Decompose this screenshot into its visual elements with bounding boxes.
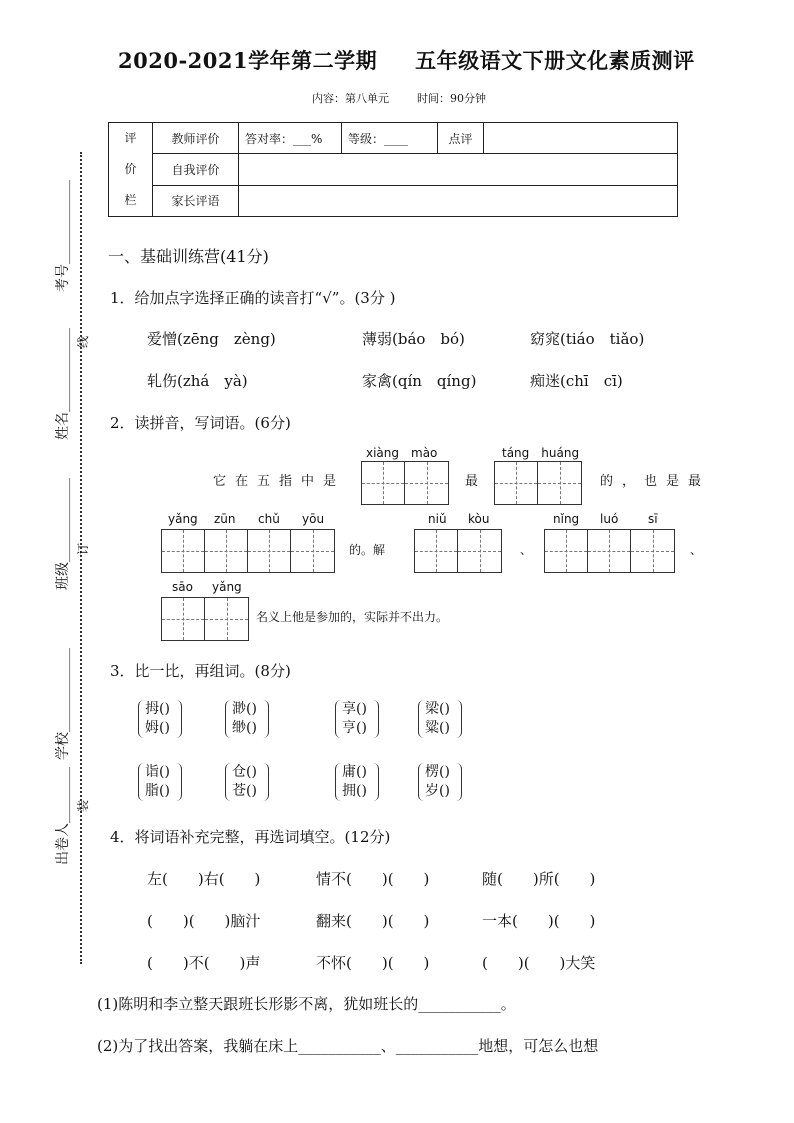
- idiom-blank[interactable]: 不怀( )( ): [316, 954, 430, 972]
- brace-right: [456, 700, 462, 738]
- compare-pair[interactable]: [425, 700, 450, 738]
- idiom-blank[interactable]: ( )( )脑汁: [147, 912, 261, 930]
- compare-word[interactable]: 庸(): [342, 764, 367, 780]
- fill-sentence-2[interactable]: (2)为了找出答案，我躺在床上___________、___________地想，可怎么也想: [97, 1037, 599, 1055]
- teacher-eval-label: 教师评价: [153, 123, 239, 154]
- compare-word[interactable]: 诣(): [145, 764, 170, 780]
- content-label: 内容：第八单元: [312, 92, 389, 105]
- compare-word[interactable]: 姆(): [145, 720, 170, 736]
- compare-word[interactable]: 渺(): [232, 701, 257, 717]
- q2-text: 最: [465, 474, 488, 489]
- parent-comment-field[interactable]: [239, 185, 678, 216]
- q1-prompt: 1．给加点字选择正确的读音打“√”。(3分 ): [110, 289, 396, 307]
- evaluation-table: [108, 122, 678, 217]
- pinyin-label: táng huáng: [502, 446, 580, 460]
- brace-right: [373, 763, 379, 801]
- idiom-blank[interactable]: ( )( )大笑: [482, 954, 596, 972]
- pinyin-label: zūn: [214, 512, 236, 526]
- brace-right: [176, 763, 182, 801]
- idiom-blank[interactable]: 一本( )( ): [482, 912, 596, 930]
- idiom-blank[interactable]: 左( )右( ): [147, 870, 261, 888]
- q4-prompt: 4．将词语补充完整，再选词填空。(12分): [110, 828, 391, 846]
- side-mark-ding: 订: [76, 542, 90, 555]
- compare-pair[interactable]: [425, 763, 450, 801]
- compare-pair[interactable]: [342, 700, 367, 738]
- time-label: 时间：90分钟: [417, 92, 486, 105]
- compare-word[interactable]: 享(): [342, 701, 367, 717]
- q2-text: 名义上他是参加的，实际并不出力。: [256, 610, 449, 624]
- brace-left: [138, 763, 144, 801]
- side-mark-xian: 线: [76, 335, 90, 348]
- tianzige-box[interactable]: [161, 597, 249, 641]
- fill-sentence-1[interactable]: (1)陈明和李立整天跟班长形影不离，犹如班长的___________。: [97, 995, 516, 1013]
- compare-pair[interactable]: [342, 763, 367, 801]
- brace-right: [373, 700, 379, 738]
- pinyin-label: chǔ: [258, 512, 280, 526]
- compare-word[interactable]: 粱(): [425, 720, 450, 736]
- q2-text: 、: [520, 543, 533, 557]
- binding-line: [80, 152, 82, 964]
- brace-right: [263, 700, 269, 738]
- q2-prompt: 2．读拼音，写词语。(6分): [110, 414, 291, 432]
- pinyin-label: luó: [600, 512, 619, 526]
- compare-pair[interactable]: [232, 763, 257, 801]
- q1-item[interactable]: 轧伤(zhá yà): [147, 372, 248, 390]
- compare-word[interactable]: 仓(): [232, 764, 257, 780]
- side-mark-zhuang: 装: [76, 799, 90, 812]
- eval-column-label: 评 价 栏: [109, 123, 153, 217]
- side-school: 学校____________: [55, 648, 71, 760]
- compare-pair[interactable]: [232, 700, 257, 738]
- q2-text: 、: [690, 543, 703, 557]
- compare-word[interactable]: 拥(): [342, 783, 367, 799]
- brace-right: [263, 763, 269, 801]
- brace-left: [418, 700, 424, 738]
- compare-word[interactable]: 楞(): [425, 764, 450, 780]
- title-term: 2020-2021学年第二学期: [118, 48, 378, 73]
- brace-left: [335, 700, 341, 738]
- pinyin-label: xiàng mào: [366, 446, 438, 460]
- compare-word[interactable]: 苍(): [232, 783, 257, 799]
- pinyin-label: kòu: [468, 512, 490, 526]
- brace-left: [418, 763, 424, 801]
- compare-pair[interactable]: [145, 700, 170, 738]
- comment-label: 点评: [438, 123, 484, 154]
- comment-field[interactable]: [484, 123, 678, 154]
- pinyin-label: yōu: [302, 512, 325, 526]
- q2-text: 的。解: [349, 543, 386, 557]
- q3-prompt: 3．比一比，再组词。(8分): [110, 662, 291, 680]
- pinyin-label: sī: [648, 512, 658, 526]
- subtitle: [312, 90, 486, 106]
- tianzige-box[interactable]: [161, 529, 335, 573]
- compare-word[interactable]: 梁(): [425, 701, 450, 717]
- idiom-blank[interactable]: 翻来( )( ): [316, 912, 430, 930]
- pinyin-label: nǐng: [553, 512, 580, 526]
- grade-field[interactable]: 等级：____: [342, 123, 438, 154]
- compare-word[interactable]: 岁(): [425, 783, 450, 799]
- q1-item[interactable]: 爱憎(zēng zèng): [147, 330, 276, 348]
- brace-right: [456, 763, 462, 801]
- title-subject: 五年级语文下册文化素质测评: [415, 48, 695, 73]
- pinyin-label: niǔ: [428, 512, 447, 526]
- pinyin-label: sāo: [172, 580, 193, 594]
- tianzige-box[interactable]: [361, 461, 449, 505]
- brace-left: [225, 763, 231, 801]
- pinyin-label: yǎng: [212, 580, 242, 594]
- brace-left: [335, 763, 341, 801]
- q2-text: 的，也是最: [600, 474, 711, 489]
- side-kaohao: 考号____________: [55, 180, 71, 292]
- parent-comment-label: 家长评语: [153, 185, 239, 216]
- accuracy-field[interactable]: 答对率：___%: [239, 123, 342, 154]
- self-eval-field[interactable]: [239, 154, 678, 185]
- side-name: 姓名____________: [55, 328, 71, 440]
- q2-text: 它在五指中是: [213, 474, 346, 489]
- compare-pair[interactable]: [145, 763, 170, 801]
- side-author: 出卷人________: [55, 767, 71, 865]
- tianzige-box[interactable]: [414, 529, 502, 573]
- idiom-blank[interactable]: 随( )所( ): [482, 870, 596, 888]
- section-title: 一、基础训练营(41分): [108, 247, 269, 266]
- self-eval-label: 自我评价: [153, 154, 239, 185]
- compare-word[interactable]: 缈(): [232, 720, 257, 736]
- side-class: 班级____________: [55, 478, 71, 590]
- idiom-blank[interactable]: 情不( )( ): [316, 870, 430, 888]
- compare-word[interactable]: 亨(): [342, 720, 367, 736]
- compare-word[interactable]: 脂(): [145, 783, 170, 799]
- q1-item[interactable]: 痴迷(chī cī): [530, 372, 623, 390]
- page-title: [118, 45, 695, 75]
- tianzige-box[interactable]: [544, 529, 675, 573]
- pinyin-label: yǎng: [168, 512, 198, 526]
- idiom-blank[interactable]: ( )不( )声: [147, 954, 261, 972]
- brace-left: [138, 700, 144, 738]
- compare-word[interactable]: 拇(): [145, 701, 170, 717]
- tianzige-box[interactable]: [494, 461, 582, 505]
- q1-item[interactable]: 薄弱(báo bó): [362, 330, 465, 348]
- brace-left: [225, 700, 231, 738]
- q1-item[interactable]: 窈窕(tiáo tiǎo): [530, 330, 645, 348]
- q1-item[interactable]: 家禽(qín qíng): [362, 372, 477, 390]
- brace-right: [176, 700, 182, 738]
